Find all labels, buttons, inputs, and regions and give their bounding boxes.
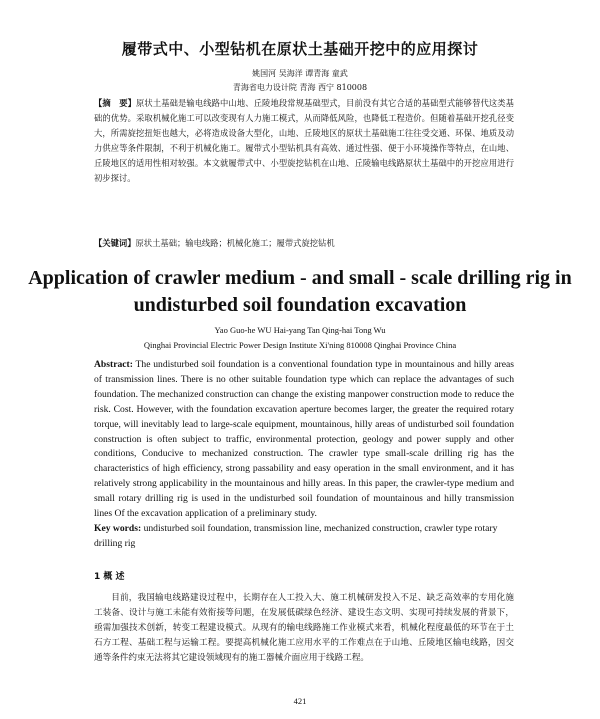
- chinese-keywords: [94, 236, 514, 250]
- chinese-abstract: [94, 96, 514, 187]
- chinese-keywords-text: 原状土基础；输电线路；机械化施工；履带式旋挖钻机: [135, 238, 335, 248]
- english-affiliation: Qinghai Provincial Electric Power Design Institute Xi'ning 810008 Qinghai Province China: [143, 340, 457, 350]
- english-title: Application of crawler medium - and small - scale drilling rig in undisturbed soil foundation excavation: [28, 267, 572, 316]
- chinese-authors: 姚国河 吴海洋 谭青海 童武: [252, 69, 348, 78]
- chinese-abstract-label: 【摘 要】: [94, 98, 137, 108]
- chinese-title: 履带式中、小型钻机在原状土基础开挖中的应用探讨: [121, 40, 479, 58]
- chinese-abstract-text: 原状土基础是输电线路中山地、丘陵地段常规基础型式，目前没有其它合适的基础型式能够替代这类基础的优势。采取机械化施工可以改变现有人力施工模式，从而降低风险，也降低工程造价。但随着基础开挖孔径变大，所需旋挖扭矩也越大，必将造成设备大型化，山地、丘陵地区的原状土基础施工往往受交通、环保、地质及动力供应等条件限制，不利于机械化施工。履带式小型钻机具有高效、通过性强、便于小环境操作等特点，在山地、丘陵地区的适用性相对较强。本文就履带式中、小型旋挖钻机在山地、丘陵输电线路原状土基础中的开挖应用进行初步探讨。: [94, 98, 514, 184]
- english-authors: Yao Guo-he WU Hai-yang Tan Qing-hai Tong Wu: [214, 325, 386, 335]
- page-number: 421: [293, 696, 307, 706]
- english-abstract: [94, 358, 514, 522]
- section-heading: 1 概 述: [94, 572, 125, 582]
- english-abstract-label: Abstract:: [94, 359, 133, 370]
- english-keywords-text: undisturbed soil foundation, transmission line, mechanized construction, crawler type rotary drilling rig: [94, 523, 498, 549]
- english-abstract-text: The undisturbed soil foundation is a conventional foundation type in mountainous and hilly areas of transmission lines. There is no other suitable foundation type which can replace the advantages of such foundation. The mechanized construction can change the existing manpower construction mode to reduce the risk. Cost. However, with the foundation excavation aperture becomes larger, the greater the required rotary torque, will inevitably lead to large-scale equipment, mountainous, hilly areas of undisturbed soil foundation construction is often subject to traffic, environmental protection, geology and power supply and other conditions, Conducive to mechanized construction. The crawler type small-scale drilling rig has the characteristics of high efficiency, strong passability and easy operation in the small environment, and it has relatively strong applicability in the mountainous and hilly areas. In this paper, the crawler-type medium and small rotary drilling rig is used in the undisturbed soil foundation of mountainous and hilly transmission lines Of the excavation application of a preliminary study.: [94, 359, 514, 520]
- english-keywords-label: Key words:: [94, 523, 142, 534]
- english-keywords: [94, 522, 514, 552]
- body-paragraph: 目前，我国输电线路建设过程中，长期存在人工投入大、施工机械研发投入不足、缺乏高效率的专用化施工装备、设计与施工未能有效衔接等问题，在发展低碳绿色经济、建设生态文明、实现可持续发展的背景下，亟需加强技术创新，转变工程建设模式。从现有的输电线路施工作业模式来看，机械化程度最低的环节在于土石方工程、基础工程与运输工程。要提高机械化施工应用水平的工作难点在于山地、丘陵地区输电线路，因交通等条件约束无法将其它建设领域现有的施工器械介面应用于线路工程。: [94, 593, 514, 663]
- chinese-keywords-label: 【关键词】: [94, 238, 136, 248]
- chinese-affiliation: 青海省电力设计院 青海 西宁 810008: [232, 83, 368, 92]
